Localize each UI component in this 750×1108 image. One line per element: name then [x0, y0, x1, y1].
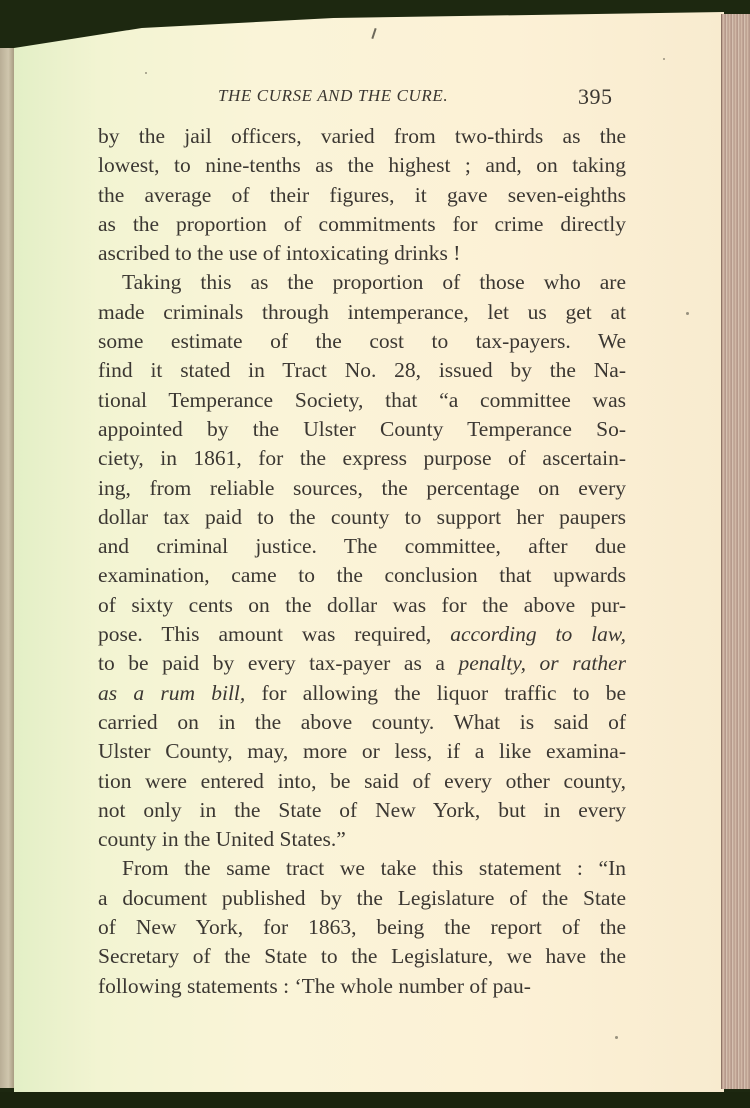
text-segment: lowest, to nine-tenths as the highest ; and, on taking — [98, 153, 626, 178]
text-line — [98, 913, 626, 942]
text-line — [98, 268, 626, 297]
paper-speck — [686, 312, 689, 315]
text-segment: ing, from reliable sources, the percentage on every — [98, 475, 626, 500]
text-line — [98, 444, 626, 473]
text-line — [98, 356, 626, 385]
text-segment: ciety, in 1861, for the express purpose of ascertain- — [98, 446, 626, 471]
text-line — [98, 181, 626, 210]
italic-text: as a rum bill, — [98, 680, 246, 705]
text-segment: some estimate of the cost to tax-payers. We — [98, 329, 626, 354]
text-line — [98, 854, 626, 883]
text-segment: to be paid by every tax-payer as a — [98, 651, 459, 676]
text-line — [98, 239, 626, 268]
italic-text: according to law, — [450, 622, 626, 647]
text-segment: Secretary of the State to the Legislature, we have the — [98, 944, 626, 969]
running-title: THE CURSE AND THE CURE. — [218, 86, 449, 105]
text-line — [98, 767, 626, 796]
text-line — [98, 327, 626, 356]
body-text — [98, 122, 626, 1001]
paragraph — [98, 268, 626, 854]
text-line — [98, 825, 626, 854]
page-number: 395 — [578, 84, 613, 109]
paper-speck — [145, 72, 147, 74]
text-segment: dollar tax paid to the county to support her paupers — [98, 504, 626, 529]
paper-speck — [663, 58, 665, 60]
text-segment: county in the United States.” — [98, 827, 346, 852]
running-head — [0, 84, 750, 110]
text-segment: following statements : ‘The whole number of pau- — [98, 973, 531, 998]
italic-text: penalty, or rather — [458, 651, 627, 676]
text-line — [98, 796, 626, 825]
text-segment: Ulster County, may, more or less, if a like examina- — [98, 739, 626, 764]
text-segment: the average of their figures, it gave seven-eighths — [98, 182, 626, 207]
text-line — [98, 532, 626, 561]
text-line — [98, 620, 626, 649]
paragraph — [98, 854, 626, 1000]
text-line — [98, 415, 626, 444]
left-page-edge — [0, 48, 15, 1088]
page-stack-edge — [721, 14, 750, 1089]
text-line — [98, 474, 626, 503]
text-segment: and criminal justice. The committee, after due — [98, 534, 626, 559]
text-segment: From the same tract we take this statement : “In — [122, 856, 626, 881]
text-line — [98, 737, 626, 766]
text-line — [98, 151, 626, 180]
text-line — [98, 503, 626, 532]
text-line — [98, 386, 626, 415]
text-segment: of sixty cents on the dollar was for the above pur- — [98, 592, 626, 617]
text-segment: find it stated in Tract No. 28, issued by the Na- — [98, 358, 626, 383]
text-line — [98, 884, 626, 913]
text-line — [98, 210, 626, 239]
text-segment: made criminals through intemperance, let us get at — [98, 299, 626, 324]
text-segment: appointed by the Ulster County Temperance So- — [98, 416, 626, 441]
paper-speck — [615, 1036, 618, 1039]
text-segment: as the proportion of commitments for crime directly — [98, 211, 626, 236]
text-segment: by the jail officers, varied from two-thirds as the — [98, 124, 626, 148]
text-line — [98, 679, 626, 708]
paragraph — [98, 122, 626, 268]
text-segment: a document published by the Legislature of the State — [98, 885, 626, 910]
text-line — [98, 122, 626, 151]
text-segment: carried on in the above county. What is said of — [98, 709, 626, 734]
text-line — [98, 708, 626, 737]
bottom-background — [0, 1092, 750, 1108]
text-line — [98, 561, 626, 590]
text-segment: for allowing the liquor traffic to be — [245, 680, 626, 705]
text-segment: Taking this as the proportion of those who are — [122, 270, 626, 295]
text-line — [98, 972, 626, 1001]
text-segment: not only in the State of New York, but in every — [98, 797, 626, 822]
text-segment: ascribed to the use of intoxicating drinks ! — [98, 241, 461, 266]
text-line — [98, 649, 626, 678]
text-segment: tion were entered into, be said of every other county, — [98, 768, 626, 793]
text-segment: tional Temperance Society, that “a committee was — [98, 387, 626, 412]
text-segment: pose. This amount was required, — [98, 622, 451, 647]
text-segment: examination, came to the conclusion that upwards — [98, 563, 626, 588]
text-line — [98, 591, 626, 620]
text-segment: of New York, for 1863, being the report of the — [98, 915, 626, 940]
text-line — [98, 298, 626, 327]
text-line — [98, 942, 626, 971]
